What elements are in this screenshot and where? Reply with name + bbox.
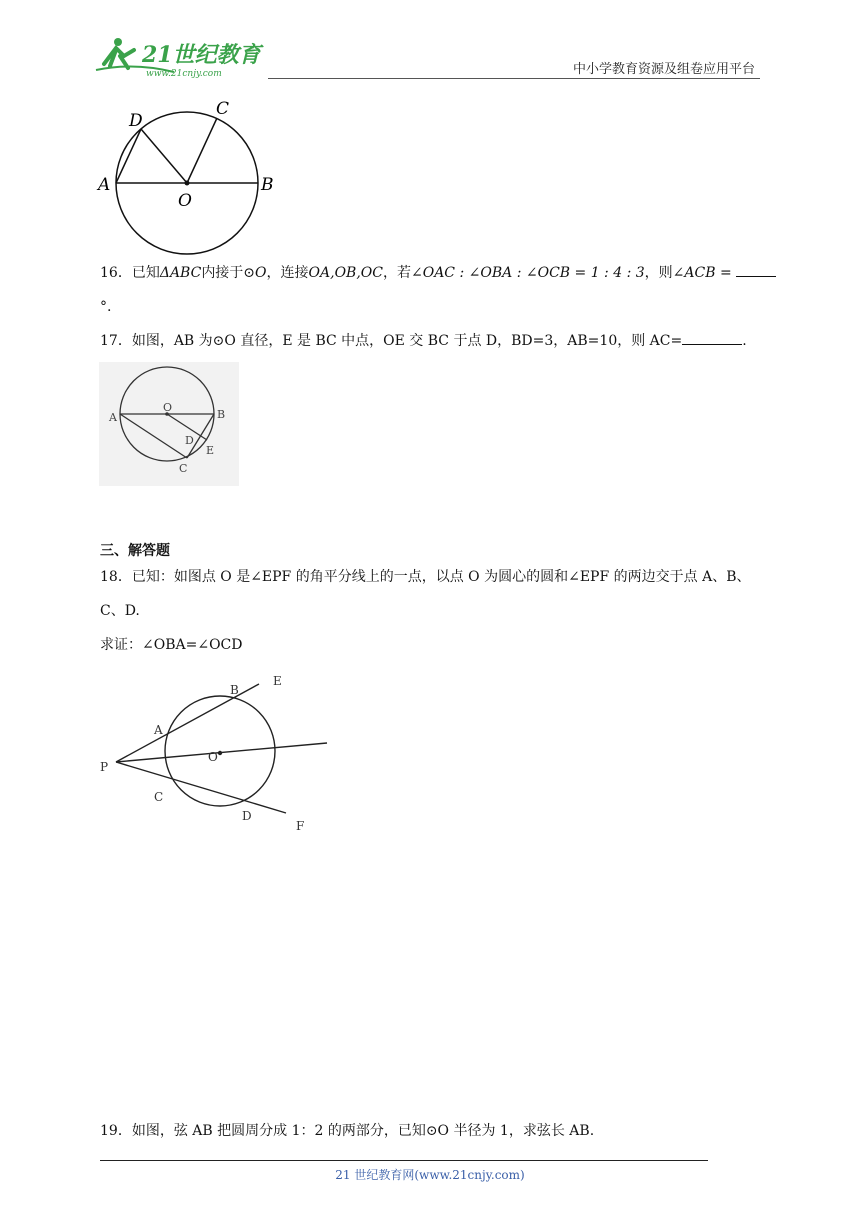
- answer-blank-16[interactable]: [736, 262, 776, 277]
- svg-text:www.21cnjy.com: www.21cnjy.com: [146, 69, 222, 79]
- question-16: 16．已知ΔABC内接于⊙O，连接OA,OB,OC，若∠OAC : ∠OBA : ∠OCB = 1 : 4 : 3，则∠ACB =: [100, 262, 776, 284]
- label-c: C: [179, 462, 188, 475]
- figure-angle-circle: [96, 670, 336, 836]
- label-b: B: [217, 408, 226, 421]
- label-c: C: [154, 790, 164, 804]
- question-16-unit: °.: [100, 299, 112, 315]
- label-c: C: [216, 99, 230, 119]
- label-e: E: [206, 444, 215, 457]
- site-logo: [94, 36, 264, 82]
- label-d: D: [129, 111, 143, 131]
- svg-text:21世纪教育: 21世纪教育: [142, 42, 261, 68]
- footer-rule: [100, 1160, 708, 1161]
- header-platform-text: 中小学教育资源及组卷应用平台: [572, 62, 755, 77]
- label-f: F: [296, 819, 305, 833]
- question-18-line1: 18．已知：如图点 O 是∠EPF 的角平分线上的一点，以点 O 为圆心的圆和∠EPF 的两边交于点 A、B、: [100, 569, 751, 585]
- label-b: B: [230, 683, 239, 697]
- label-a: A: [98, 175, 111, 195]
- page-header: [0, 0, 860, 90]
- question-18-prove: 求证：∠OBA=∠OCD: [100, 637, 243, 653]
- label-o: O: [163, 401, 173, 414]
- figure-circle-abcde: [99, 362, 239, 486]
- header-rule: [268, 78, 760, 79]
- label-a: A: [109, 411, 117, 424]
- label-b: B: [261, 175, 274, 195]
- section-title: 三、解答题: [100, 543, 170, 559]
- question-17: 17．如图，AB 为⊙O 直径，E 是 BC 中点，OE 交 BC 于点 D，BD=3，AB=10，则 AC= .: [100, 330, 747, 352]
- question-19: 19．如图，弦 AB 把圆周分成 1：2 的两部分，已知⊙O 半径为 1，求弦长 AB.: [100, 1123, 595, 1139]
- label-p: P: [100, 760, 109, 774]
- question-18-line2: C、D.: [100, 603, 140, 619]
- label-o: O: [178, 191, 192, 211]
- label-o: O: [208, 750, 218, 764]
- answer-blank-17[interactable]: [682, 330, 742, 345]
- label-d: D: [185, 434, 194, 447]
- figure-circle-abcd: [96, 96, 286, 258]
- label-d: D: [242, 809, 252, 823]
- label-e: E: [273, 674, 282, 688]
- footer-link[interactable]: 21 世纪教育网(www.21cnjy.com): [335, 1168, 525, 1182]
- label-a: A: [154, 723, 163, 737]
